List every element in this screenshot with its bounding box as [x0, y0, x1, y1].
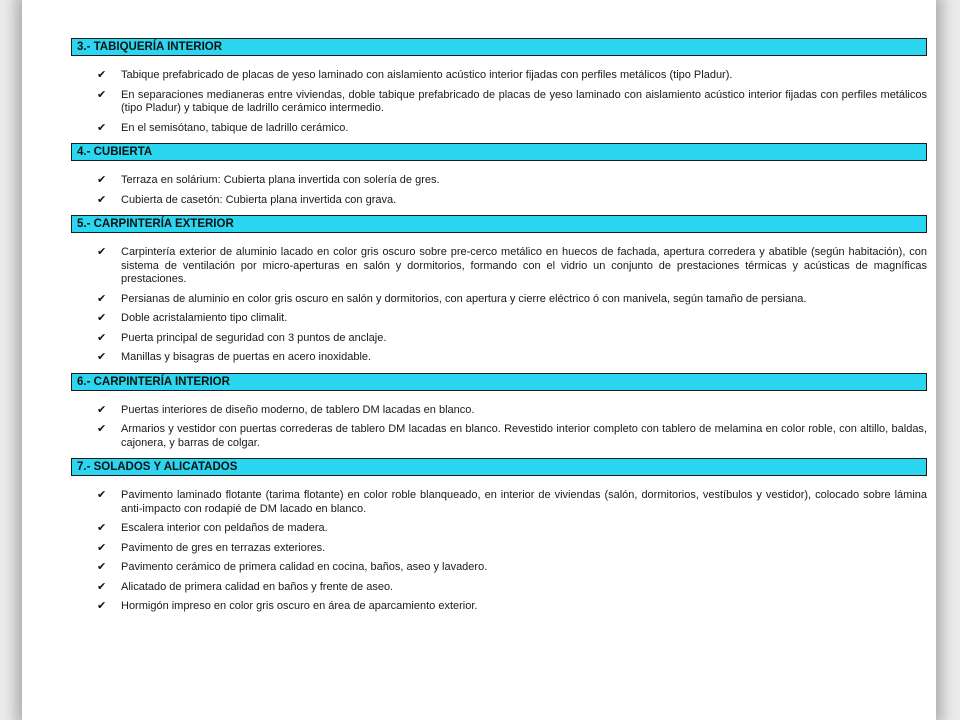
list-item — [97, 561, 927, 575]
list-item — [97, 542, 927, 556]
list-item — [97, 246, 927, 287]
section — [71, 458, 927, 614]
section — [71, 215, 927, 365]
list-item-text: Alicatado de primera calidad en baños y frente de aseo. — [121, 580, 394, 593]
list-item-text: Cubierta de casetón: Cubierta plana invertida con grava. — [121, 193, 397, 206]
list-item-text: Persianas de aluminio en color gris oscuro en salón y dormitorios, con apertura y cierre eléctrico ó con manivela, según tamaño de persiana. — [121, 292, 807, 305]
list-item-text: Carpintería exterior de aluminio lacado en color gris oscuro sobre pre-cerco metálico en huecos de fachada, apertura corredera y abatible (según habitación), con sistema de ventilación por micro-aperturas en salón y dormitorios, formando con el vidrio un conjunto de prestaciones térmicas y acústicas de magníficas prestaciones. — [121, 246, 927, 285]
checkmark-icon: ✔ — [97, 121, 107, 134]
section — [71, 38, 927, 135]
section-header: 5.- CARPINTERÍA EXTERIOR — [71, 215, 927, 233]
checkmark-icon: ✔ — [97, 580, 107, 593]
list-item — [97, 423, 927, 450]
section-header: 6.- CARPINTERÍA INTERIOR — [71, 373, 927, 391]
item-list — [71, 404, 927, 451]
checkmark-icon: ✔ — [97, 561, 107, 573]
checkmark-icon: ✔ — [97, 600, 107, 612]
section-header: 7.- SOLADOS Y ALICATADOS — [71, 458, 927, 476]
list-item — [97, 351, 927, 365]
list-item-text: Tabique prefabricado de placas de yeso laminado con aislamiento acústico interior fijadas con perfiles metálicos (tipo Pladur). — [121, 69, 733, 81]
checkmark-icon: ✔ — [97, 312, 107, 324]
list-item — [97, 122, 927, 136]
checkmark-icon: ✔ — [97, 246, 107, 258]
list-item — [97, 174, 927, 188]
list-item — [97, 404, 927, 418]
list-item — [97, 489, 927, 516]
list-item-text: Escalera interior con peldaños de madera. — [121, 522, 328, 534]
checkmark-icon: ✔ — [97, 174, 107, 186]
list-item-text: En el semisótano, tabique de ladrillo cerámico. — [121, 121, 349, 134]
section-header: 3.- TABIQUERÍA INTERIOR — [71, 38, 927, 56]
list-item-text: Puertas interiores de diseño moderno, de tablero DM lacadas en blanco. — [121, 403, 475, 416]
checkmark-icon: ✔ — [97, 193, 107, 206]
list-item-text: En separaciones medianeras entre viviendas, doble tabique prefabricado de placas de yeso laminado con aislamiento acústico interior fijadas con perfiles metálicos (tipo Pladur) y tabique de ladrillo cerámico intermedio. — [121, 88, 927, 114]
list-item-text: Doble acristalamiento tipo climalit. — [121, 312, 288, 324]
checkmark-icon: ✔ — [97, 331, 107, 344]
item-list — [71, 246, 927, 365]
list-item — [97, 581, 927, 595]
checkmark-icon: ✔ — [97, 489, 107, 501]
list-item — [97, 194, 927, 208]
list-item-text: Pavimento cerámico de primera calidad en cocina, baños, aseo y lavadero. — [121, 561, 488, 573]
checkmark-icon: ✔ — [97, 351, 107, 363]
item-list — [71, 489, 927, 614]
checkmark-icon: ✔ — [97, 292, 107, 305]
list-item — [97, 89, 927, 116]
list-item-text: Manillas y bisagras de puertas en acero inoxidable. — [121, 351, 372, 363]
list-item-text: Puerta principal de seguridad con 3 puntos de anclaje. — [121, 331, 387, 344]
document-page — [22, 0, 936, 720]
list-item-text: Terraza en solárium: Cubierta plana invertida con solería de gres. — [121, 174, 440, 186]
checkmark-icon: ✔ — [97, 88, 107, 101]
document-content — [71, 38, 927, 622]
checkmark-icon: ✔ — [97, 522, 107, 534]
list-item — [97, 522, 927, 536]
list-item — [97, 312, 927, 326]
section — [71, 373, 927, 451]
section-header: 4.- CUBIERTA — [71, 143, 927, 161]
checkmark-icon: ✔ — [97, 69, 107, 81]
section — [71, 143, 927, 207]
checkmark-icon: ✔ — [97, 541, 107, 554]
list-item-text: Pavimento de gres en terrazas exteriores. — [121, 541, 326, 554]
list-item-text: Pavimento laminado flotante (tarima flotante) en color roble blanqueado, en interior de viviendas (salón, dormitorios, vestíbulos y vestidor), colocado sobre lámina anti-impacto con rodapié de DM lacado en blanco. — [121, 489, 927, 515]
list-item — [97, 293, 927, 307]
item-list — [71, 69, 927, 135]
list-item — [97, 332, 927, 346]
list-item — [97, 69, 927, 83]
item-list — [71, 174, 927, 207]
list-item-text: Armarios y vestidor con puertas correderas de tablero DM lacadas en blanco. Revestido interior completo con tablero de melamina en color roble, con altillo, baldas, cajonera, y barras de colgar. — [121, 423, 927, 449]
list-item-text: Hormigón impreso en color gris oscuro en área de aparcamiento exterior. — [121, 600, 478, 612]
list-item — [97, 600, 927, 614]
checkmark-icon: ✔ — [97, 403, 107, 416]
checkmark-icon: ✔ — [97, 423, 107, 435]
